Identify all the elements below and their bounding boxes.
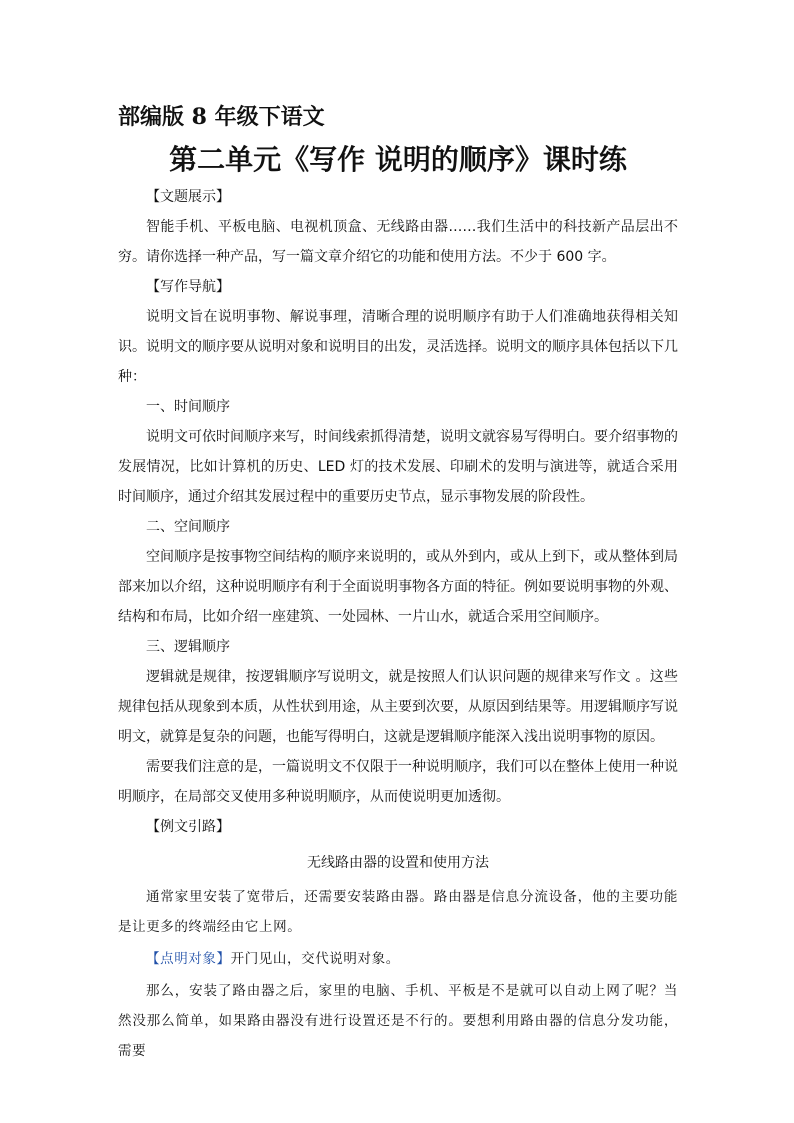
prompt-text: 智能手机、平板电脑、电视机顶盒、无线路由器……我们生活中的科技新产品层出不穷。请你选择一种产品，写一篇文章介绍它的功能和使用方法。不少于 600 字。 bbox=[118, 219, 678, 265]
space-order-heading: 二、空间顺序 bbox=[146, 519, 230, 535]
annotation-tag: 【点明对象】 bbox=[146, 951, 231, 967]
guide-label: 【写作导航】 bbox=[146, 279, 230, 295]
logic-order-heading: 三、逻辑顺序 bbox=[146, 639, 230, 655]
example-label: 【例文引路】 bbox=[146, 819, 230, 835]
example-title: 无线路由器的设置和使用方法 bbox=[307, 855, 489, 871]
example-paragraph-2: 那么，安装了路由器之后，家里的电脑、手机、平板是不是就可以自动上网了呢？当然没那么简单，如果路由器没有进行设置还是不行的。要想利用路由器的信息分发功能，需要 bbox=[118, 983, 678, 1059]
logic-order-text: 逻辑就是规律，按逻辑顺序写说明文，就是按照人们认识问题的规律来写作文 。这些规律包括从现象到本质，从性状到用途，从主要到次要，从原因到结果等。用逻辑顺序写说明文，就算是复杂的问题，也能写得明白，这就是逻辑顺序能深入浅出说明事物的原因。 bbox=[118, 669, 678, 745]
prompt-label: 【文题展示】 bbox=[146, 189, 230, 205]
time-order-text: 说明文可依时间顺序来写，时间线索抓得清楚，说明文就容易写得明白。要介绍事物的发展情况，比如计算机的历史、LED 灯的技术发展、印刷术的发明与演进等，就适合采用时间顺序，通过介绍其发展过程中的重要历史节点，显示事物发展的阶段性。 bbox=[118, 429, 678, 505]
attention-note: 需要我们注意的是，一篇说明文不仅限于一种说明顺序，我们可以在整体上使用一种说明顺序，在局部交叉使用多种说明顺序，从而使说明更加透彻。 bbox=[118, 759, 678, 805]
document-title: 部编版 8 年级下语文 bbox=[118, 104, 325, 130]
example-paragraph-1: 通常家里安装了宽带后，还需要安装路由器。路由器是信息分流设备，他的主要功能是让更多的终端经由它上网。 bbox=[118, 889, 678, 935]
space-order-text: 空间顺序是按事物空间结构的顺序来说明的，或从外到内，或从上到下，或从整体到局部来加以介绍，这种说明顺序有利于全面说明事物各方面的特征。例如要说明事物的外观、结构和布局，比如介绍一座建筑、一处园林、一片山水，就适合采用空间顺序。 bbox=[118, 549, 678, 625]
time-order-heading: 一、时间顺序 bbox=[146, 399, 230, 415]
guide-intro: 说明文旨在说明事物、解说事理，清晰合理的说明顺序有助于人们准确地获得相关知识。说明文的顺序要从说明对象和说明目的出发，灵活选择。说明文的顺序具体包括以下几种： bbox=[118, 309, 678, 385]
example-annotation bbox=[118, 944, 678, 974]
document-subtitle: 第二单元《写作 说明的顺序》课时练 bbox=[169, 143, 627, 176]
annotation-body: 开门见山，交代说明对象。 bbox=[230, 951, 400, 967]
document-page bbox=[118, 100, 678, 1068]
